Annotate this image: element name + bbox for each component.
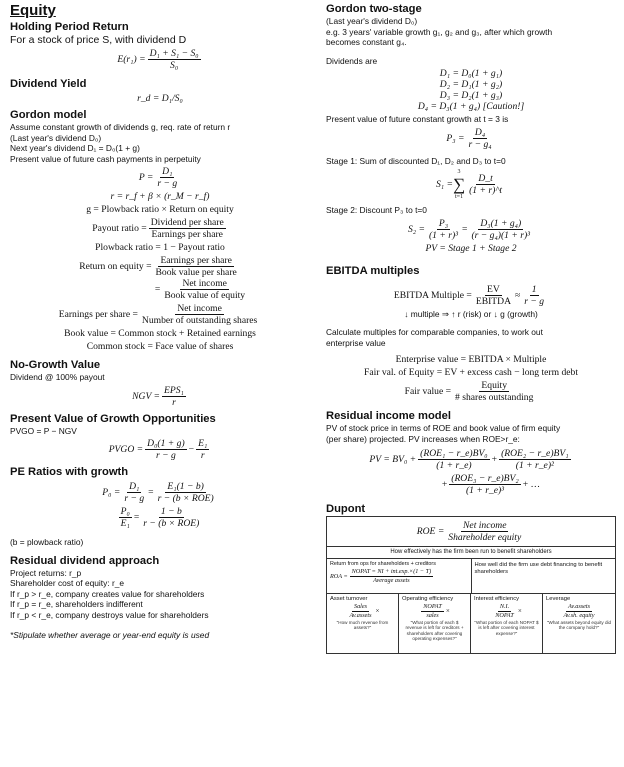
section-heading-dividend-yield: Dividend Yield (10, 78, 87, 90)
rim-equation (326, 448, 616, 471)
rim-equation-2 (326, 473, 616, 496)
pe-equation-2 (10, 506, 310, 529)
hpr-equation (10, 48, 310, 71)
stage-1-text: Stage 1: Sum of discounted D₁, D₂ and D₃ to t=0 (326, 155, 506, 166)
dupont-cell (327, 594, 399, 653)
stage-2-text: Stage 2: Discount P₃ to t=0 (326, 205, 427, 215)
eq-den: (r − g₄)(1 + r)³ (471, 229, 531, 241)
pv-two-stage-equation: PV = Stage 1 + Stage 2 (425, 242, 517, 254)
roe-equation-2 (10, 278, 310, 301)
section-heading-pe: PE Ratios with growth (10, 466, 129, 478)
growth-equation: g = Plowback ratio × Return on equity (86, 204, 234, 215)
eq-num: D₄ (474, 126, 486, 138)
hpr-text: For a stock of price S, with dividend D (10, 34, 187, 46)
eq-lhs: Return on equity = (79, 261, 152, 272)
pvgo-text: PVGO = P − NGV (10, 425, 77, 436)
eq-lhs: S₁ = (435, 179, 453, 190)
eq-den: r (200, 450, 205, 461)
eq-num: P₀ (120, 506, 130, 517)
eq-num: E₁(1 − b) (167, 481, 204, 492)
dividend-eq: D₂ = D₁(1 + g₂) (439, 79, 503, 90)
dupont-cell (543, 594, 615, 653)
fair-value-equation (326, 380, 616, 403)
dupont-roa-cell (327, 559, 472, 593)
sum-symbol: 3 ∑ t=1 (452, 169, 466, 200)
dividend-eq: D₁ = D₀(1 + g₁) (439, 68, 503, 79)
times-sign: × (375, 607, 380, 616)
eq-num: 1 (531, 283, 537, 295)
eq-den: r − (b × ROE) (157, 493, 214, 504)
dividend-list (326, 68, 616, 112)
s2-equation (326, 218, 616, 241)
eq-den: r − g (156, 450, 176, 461)
eq-den: r − (b × ROE) (143, 518, 200, 529)
eq-num: D_t (478, 173, 493, 184)
dupont-question-1: How effectively has the firm been run to benefit shareholders (327, 547, 615, 559)
dupont-question-2: How well did the firm use debt financing to benefit shareholders (474, 562, 603, 575)
eq-num: NOPAT = NI + int.exp.×(1 − T) (351, 567, 432, 575)
dupont-roe-row (327, 517, 615, 547)
gordon-p-equation (10, 166, 310, 189)
eq-lhs: PV = BV₀ + (369, 454, 417, 465)
dupont-cell (399, 594, 471, 653)
eq-sign: + (441, 479, 448, 490)
pe-equation-1 (10, 481, 310, 504)
eq-lhs: P₀ = (102, 487, 121, 498)
section-heading-residual-income: Residual income model (326, 410, 451, 422)
cell-note: "What portion of each $ revenue is left for creditors + shareholders after covering operating expenses?" (405, 619, 464, 642)
ebitda-equation (326, 284, 616, 307)
section-heading-dupont: Dupont (326, 503, 366, 515)
eq-num: D₀(1 + g) (147, 438, 185, 449)
eq-num: Earnings per share (160, 255, 232, 266)
eq-num: D₁ + S₁ − S₀ (149, 48, 199, 59)
eq-num: Net income (177, 303, 222, 314)
cell-num: N.I. (499, 602, 510, 610)
cell-den: NOPAT (495, 611, 514, 619)
eq-lhs: Earnings per share = (58, 309, 138, 320)
eq-den: # shares outstanding (455, 392, 534, 403)
common-stock-equation: Common stock = Face value of shares (86, 341, 234, 352)
gordon-text-3: Next year's dividend D₁ = D₀(1 + g) (10, 143, 140, 153)
page-title: Equity (10, 2, 56, 19)
residual-text-3: If r_p > r_e, company creates value for shareholders (10, 588, 205, 599)
roa-equation (330, 568, 468, 585)
eq-den: Book value per share (155, 267, 237, 278)
cell-title: Interest efficiency (474, 596, 520, 602)
p3-equation (326, 127, 616, 150)
two-stage-text-4: Dividends are (326, 55, 378, 66)
roe-equation (10, 255, 310, 278)
eq-den: Shareholder equity (448, 532, 522, 543)
cell-num: NOPAT (423, 602, 442, 610)
cell-note: "What portion of each NOPAT $ is left after covering interest expense?" (474, 619, 539, 636)
eq-lhs: Payout ratio = (92, 223, 147, 234)
eq-sign: + (491, 454, 498, 465)
rim-text-1: PV of stock price in terms of ROE and book value of firm equity (326, 423, 561, 433)
dupont-diagram (326, 516, 616, 654)
section-heading-ebitda: EBITDA multiples (326, 264, 420, 277)
left-column (10, 0, 310, 641)
eq-den: r − g (124, 493, 145, 504)
section-heading-residual-dividend: Residual dividend approach (10, 554, 160, 567)
eq-lhs: P₃ = (446, 132, 465, 144)
eq-lhs: ROA = (330, 572, 348, 580)
eq-num: Net income (182, 278, 227, 289)
eq-den: (1 + r_e)² (515, 460, 554, 471)
s1-equation (326, 168, 616, 201)
two-stage-text-2: e.g. 3 years' variable growth g₁, g₂ and g₃, after which growth (326, 26, 553, 37)
eq-lhs: NGV = (132, 390, 161, 402)
eq-num: (ROE₃ − r_e)BV₂ (451, 473, 519, 484)
residual-text-2: Shareholder cost of equity: r_e (10, 578, 125, 588)
eq-num: Equity (481, 380, 508, 391)
eq-den: r − g (157, 178, 178, 189)
eq-den: S₀ (170, 60, 179, 71)
ngv-equation (10, 385, 310, 408)
eq-lhs: P = (138, 172, 154, 183)
ebitda-text-2: enterprise value (326, 337, 386, 348)
dividend-eq: D₃ = D₂(1 + g₃) (439, 90, 503, 101)
eq-num: D₃(1 + g₄) (480, 217, 522, 229)
gordon-text-1: Assume constant growth of dividends g, req. rate of return r (10, 122, 231, 132)
two-stage-text-3: becomes constant g₄. (326, 37, 407, 47)
footnote: *Stipulate whether average or year-end equity is used (10, 630, 210, 640)
eq-lhs: E(r₁) = (117, 54, 146, 65)
eq-den: r − g (524, 295, 545, 307)
dupont-components (327, 594, 615, 653)
eq-num: Net income (463, 520, 507, 531)
plowback-note: (b = plowback ratio) (10, 537, 84, 547)
residual-text-4: If r_p = r_e, shareholders indifferent (10, 599, 143, 609)
eq-lhs: EBITDA Multiple = (393, 289, 472, 301)
eq-den: (1 + r_e) (436, 460, 472, 471)
dupont-roa-row (327, 559, 615, 594)
eq-sign: = (133, 512, 140, 523)
eps-equation (10, 303, 310, 326)
section-heading-no-growth: No-Growth Value (10, 359, 101, 371)
eq-den: (1 + r)^t (469, 185, 503, 196)
eq-den: (1 + r)³ (428, 229, 459, 241)
eq-den: Book value of equity (164, 290, 246, 301)
eq-den: EBITDA (475, 295, 511, 307)
eq-den: E₁ (120, 518, 130, 529)
eq-num: E₁ (198, 438, 208, 449)
rim-text-2: (per share) projected. PV increases when ROE>r_e: (326, 433, 520, 444)
eq-lhs: PVGO = (108, 444, 144, 455)
cell-title: Leverage (546, 596, 571, 602)
sum-lower: t=1 (455, 194, 464, 200)
gordon-text-2: (Last year's dividend D₀) (10, 132, 102, 143)
eq-sign: ≈ (515, 289, 521, 301)
eq-num: P₃ (438, 217, 449, 229)
cell-note: "What assets beyond equity did the company hold?" (546, 619, 612, 631)
ev-equation: Enterprise value = EBITDA × Multiple (395, 354, 547, 365)
multiple-arrows-text: ↓ multiple ⇒ ↑ r (risk) or ↓ g (growth) (404, 308, 538, 319)
cell-den: sales (426, 611, 439, 619)
section-heading-gordon: Gordon model (10, 109, 87, 121)
eq-num: EPS₁ (164, 384, 184, 396)
gordon-text-4: Present value of future cash payments in perpetuity (10, 153, 201, 164)
eq-den: r (172, 396, 176, 408)
ebitda-text-1: Calculate multiples for comparable companies, to work out (326, 327, 543, 337)
pvgo-equation (10, 438, 310, 461)
sum-upper: 3 (457, 169, 461, 175)
section-heading-pvgo: Present Value of Growth Opportunities (10, 412, 216, 425)
eq-sign: = (462, 223, 468, 235)
payout-equation (10, 217, 310, 240)
eq-lhs: ROE = (416, 526, 445, 537)
eq-den: (1 + r_e)³ (465, 485, 505, 496)
cell-den: Av.assets (349, 611, 372, 619)
dividend-yield-equation: r_d = D₁/S₀ (137, 93, 183, 104)
book-value-equation: Book value = Common stock + Retained earnings (64, 328, 256, 339)
times-sign: × (517, 607, 522, 616)
eq-tail: + … (522, 479, 541, 490)
plowback-equation: Plowback ratio = 1 − Payout ratio (95, 242, 225, 253)
section-heading-hpr: Holding Period Return (10, 21, 129, 33)
cell-num: Sales (353, 602, 368, 610)
eq-lhs: Fair value = (404, 386, 452, 397)
two-stage-text-1: (Last year's dividend D₀) (326, 16, 418, 26)
cell-den: Av.sh. equity (563, 611, 595, 619)
cell-title: Asset turnover (330, 596, 368, 602)
right-column (326, 0, 616, 654)
two-stage-text-5: Present value of future constant growth at t = 3 is (326, 114, 509, 124)
fair-value-equity-equation: Fair val. of Equity = EV + excess cash − long term debt (363, 367, 578, 378)
eq-den: Earnings per share (151, 229, 223, 240)
section-heading-two-stage: Gordon two-stage (326, 3, 422, 15)
eq-den: Number of outstanding shares (141, 315, 258, 326)
dupont-cell (471, 594, 543, 653)
eq-num: EV (487, 283, 500, 295)
residual-text-1: Project returns: r_p (10, 567, 82, 578)
eq-den: Average assets (373, 576, 410, 584)
residual-text-5: If r_p < r_e, company destroys value for shareholders (10, 609, 209, 620)
eq-den: r − g₄ (468, 138, 492, 150)
eq-sign: − (188, 444, 195, 455)
eq-num: (ROE₁ − r_e)BV₀ (420, 448, 488, 459)
capm-equation: r = r_f + β × (r_M − r_f) (110, 191, 210, 202)
return-note: Return from ops for shareholders + creditors (330, 561, 436, 567)
eq-sign: = (148, 487, 154, 498)
cell-note: "How much revenue from assets?" (336, 619, 389, 631)
cell-num: Av.assets (567, 602, 591, 610)
eq-num: D₁ (129, 481, 140, 492)
eq-num: (ROE₂ − r_e)BV₁ (501, 448, 569, 459)
eq-num: 1 − b (160, 506, 182, 517)
eq-lhs: S₂ = (407, 223, 425, 235)
no-growth-text: Dividend @ 100% payout (10, 372, 105, 382)
cell-title: Operating efficiency (402, 596, 454, 602)
eq-num: D₁ (162, 166, 173, 177)
dividend-eq: D₄ = D₃(1 + g₄) [Caution!] (417, 101, 525, 112)
eq-num: Dividend per share (150, 217, 224, 228)
times-sign: × (445, 607, 450, 616)
eq-sign: = (154, 284, 161, 295)
